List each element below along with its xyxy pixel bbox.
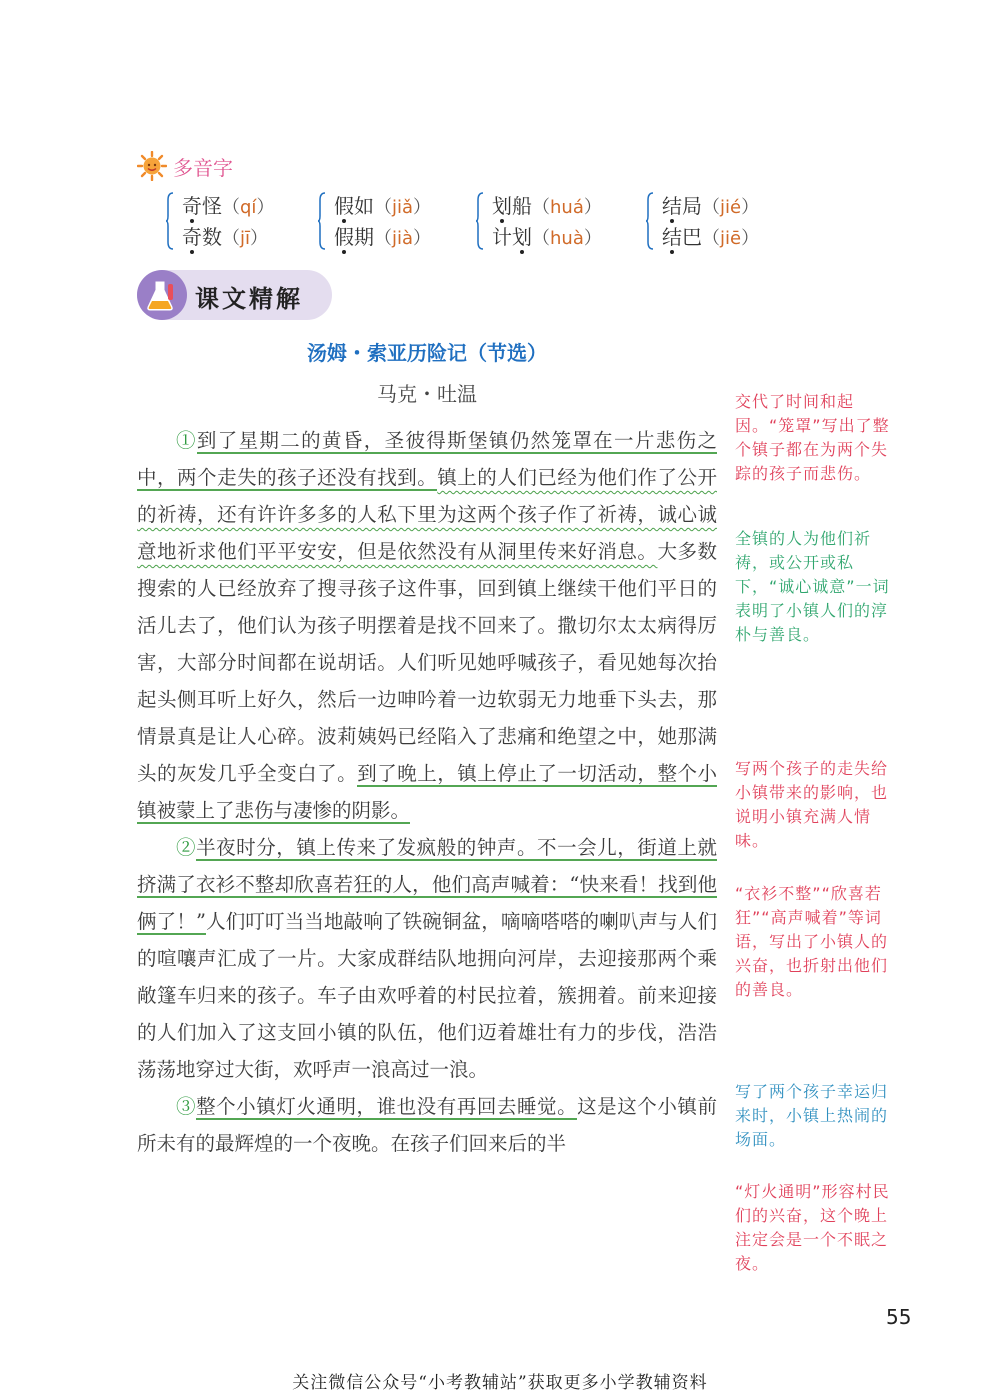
section-banner (137, 270, 332, 320)
underlined-sentence: 半夜时分，镇上传来了发疯般的钟声。不一会儿，街道上就挤满了衣衫不整却欣喜若狂的人，他们高声喊着：“快来看！找到他俩了！” (137, 836, 717, 933)
underlined-sentence: 到了星期二的黄昏，圣彼得斯堡镇仍然笼罩在一片悲伤之中，两个走失的孩子还没有找到。 (137, 429, 717, 489)
polyphonic-item: 结局（jié） (662, 194, 760, 218)
body-text: 大多数搜索的人已经放弃了搜寻孩子这件事，回到镇上继续干他们平日的活儿去了，他们认为孩子明摆着是找不回来了。撒切尔太太病得厉害，大部分时间都在说胡话。人们听见她呼喊孩子，看见她每次抬起头侧耳听上好久，然后一边呻吟着一边软弱无力地垂下头去，那情景真是让人心碎。波莉姨妈已经陷入了悲痛和绝望之中，她那满头的灰发几乎全变白了。 (137, 540, 717, 785)
side-note: “衣衫不整”“欣喜若狂”“高声喊着”等词语，写出了小镇人的兴奋，也折射出他们的善良。 (735, 884, 889, 999)
side-note: 写两个孩子的走失给小镇带来的影响，也说明小镇充满人情味。 (735, 759, 889, 850)
footer-note: 关注微信公众号“小考教辅站”获取更多小学教辅资料 (292, 1373, 708, 1393)
polyphonic-item: 假如（jiǎ） (334, 194, 432, 218)
paragraph-3 (137, 1088, 717, 1162)
polyphonic-item: 划船（huá） (492, 194, 602, 218)
underlined-sentence: 整个小镇灯火通明，谁也没有再回去睡觉。 (196, 1095, 578, 1118)
polyphonic-item: 奇怪（qí） (182, 194, 275, 218)
polyphonic-title: 多音字 (173, 155, 233, 180)
side-note: 交代了时间和起因。“笼罩”写出了整个镇子都在为两个失踪的孩子而悲伤。 (735, 392, 890, 483)
article-title: 汤姆・索亚历险记（节选） (307, 341, 547, 365)
underlined-sentence: 到了晚上，镇上停止了一切活动，整个小镇被蒙上了悲伤与凄惨的阴影。 (137, 762, 717, 822)
side-note: 全镇的人为他们祈祷，或公开或私下，“诚心诚意”一词表明了小镇人们的淳朴与善良。 (735, 529, 890, 644)
section-title: 课文精解 (195, 285, 303, 313)
page-number: 55 (886, 1305, 912, 1329)
sun-icon (137, 151, 167, 181)
paragraph-1 (137, 422, 717, 829)
side-note: 写了两个孩子幸运归来时，小镇上热闹的场面。 (735, 1082, 889, 1149)
brace-icon (476, 192, 484, 250)
article-author: 马克・吐温 (377, 382, 477, 406)
body-text: 人们叮叮当当地敲响了铁碗铜盆，嘀嘀嗒嗒的喇叭声与人们的喧嚷声汇成了一片。大家成群结队地拥向河岸，去迎接那两个乘敞篷车归来的孩子。车子由欢呼着的村民拉着，簇拥着。前来迎接的人们加入了这支回小镇的队伍，他们迈着雄壮有力的步伐，浩浩荡荡地穿过大街，欢呼声一浪高过一浪。 (137, 910, 717, 1081)
paragraph-number: ② (176, 836, 197, 859)
brace-icon (646, 192, 654, 250)
paragraph-number: ① (176, 429, 197, 452)
side-note: “灯火通明”形容村民们的兴奋，这个晚上注定会是一个不眠之夜。 (735, 1182, 890, 1273)
polyphonic-item: 假期（jià） (334, 225, 432, 249)
flask-icon (137, 270, 187, 320)
polyphonic-item: 计划（huà） (492, 225, 602, 249)
wavy-underlined-sentence: 镇上的人们已经为他们作了公开的祈祷，还有许许多多的人私下里为这两个孩子作了祈祷，诚心诚意地祈求他们平平安安，但是依然没有从洞里传来好消息。 (137, 466, 717, 563)
polyphonic-groups (170, 190, 810, 254)
polyphonic-item: 奇数（jī） (182, 225, 269, 249)
brace-icon (166, 192, 174, 250)
polyphonic-header (137, 150, 233, 182)
body-text: 这是这个小镇前所未有的最辉煌的一个夜晚。在孩子们回来后的半 (137, 1095, 717, 1155)
article-body (137, 422, 717, 1162)
polyphonic-item: 结巴（jiē） (662, 225, 760, 249)
paragraph-number: ③ (176, 1095, 197, 1118)
brace-icon (318, 192, 326, 250)
paragraph-2 (137, 829, 717, 1088)
